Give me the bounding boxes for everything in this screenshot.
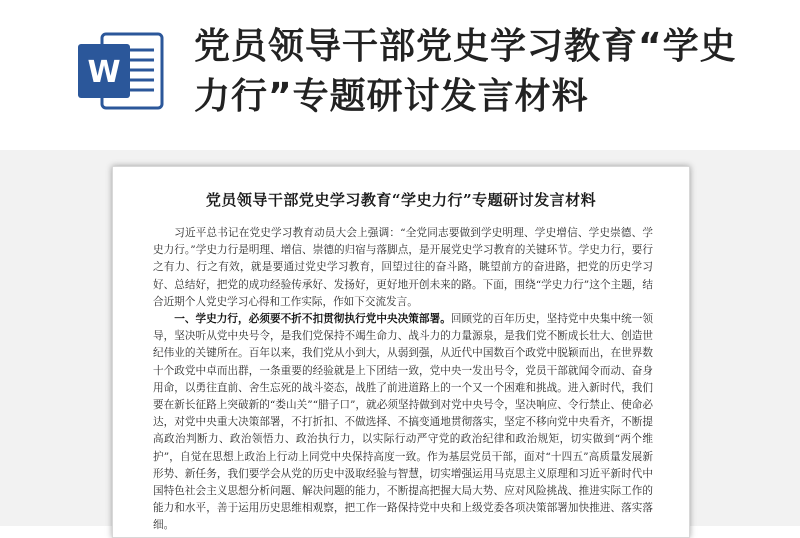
paragraph-text: 习近平总书记在党史学习教育动员大会上强调：“全党同志要做到学史明理、学史增信、学史崇德、学史力行。”学史力行是明理、增信、崇德的归宿与落脚点，是开展党史学习教育的关键环节。学史力行，要行之有力、行之有效，就是要通过党史学习教育，回望过往的奋斗路，眺望前方的奋进路，把党的历史学习好、总结好，把党的成功经验传承好、发扬好，更好地开创未来的路。下面，围绕“学史力行”这个主题，结合近期个人党史学习心得和工作实际，作如下交流发言。 — [153, 227, 653, 308]
document-page — [112, 166, 690, 538]
section-heading: 一、学史力行，必须要不折不扣贯彻执行党中央决策部署。 — [174, 313, 451, 326]
word-icon — [74, 30, 166, 112]
paragraph-intro — [153, 225, 653, 311]
svg-text:W: W — [87, 55, 121, 90]
paragraph-section-1 — [153, 311, 653, 535]
document-title: 党员领导干部党史学习教育“学史力行”专题研讨发言材料 — [205, 191, 597, 209]
header-banner — [0, 0, 800, 150]
header-title: 党员领导干部党史学习教育“学史力行”专题研讨发言材料 — [194, 26, 737, 117]
paragraph-text: 回顾党的百年历史，坚持党中央集中统一领导，坚决听从党中央号令，是我们党保持不竭生命力、战斗力的力量源泉，是我们党不断成长壮大、创造世纪伟业的关键所在。百年以来，我们党从小到大，从弱到强，从近代中国数百个政党中脱颖而出，在世界数十个政党中卓而出群，一条重要的经验就是上下团结一致，党中央一发出号令，党员干部就闻令而动、奋身用命，以勇往直前、舍生忘死的战斗姿态，战胜了前进道路上的一个又一个困难和挑战。进入新时代，我们要在新长征路上突破新的“娄山关”“腊子口”，就必须坚持做到对党中央号令，坚决响应、令行禁止、使命必达，对党中央重大决策部署，不打折扣、不做选择、不搞变通地贯彻落实，坚定不移向党中央看齐，不断提高政治判断力、政治领悟力、政治执行力，以实际行动严守党的政治纪律和政治规矩，切实做到“两个维护”，自觉在思想上政治上行动上同党中央保持高度一致。作为基层党员干部，面对“十四五”高质量发展新形势、新任务，我们要学会从党的历史中汲取经验与智慧，切实增强运用马克思主义原理和习近平新时代中国特色社会主义思想分析问题、解决问题的能力，不断提高把握大局大势、应对风险挑战、推进实际工作的能力和水平，善于运用历史思维相观察，把工作一路保持党中央和上级党委各项决策部署加快推进、落实落细。 — [153, 313, 654, 532]
document-body — [153, 225, 653, 535]
